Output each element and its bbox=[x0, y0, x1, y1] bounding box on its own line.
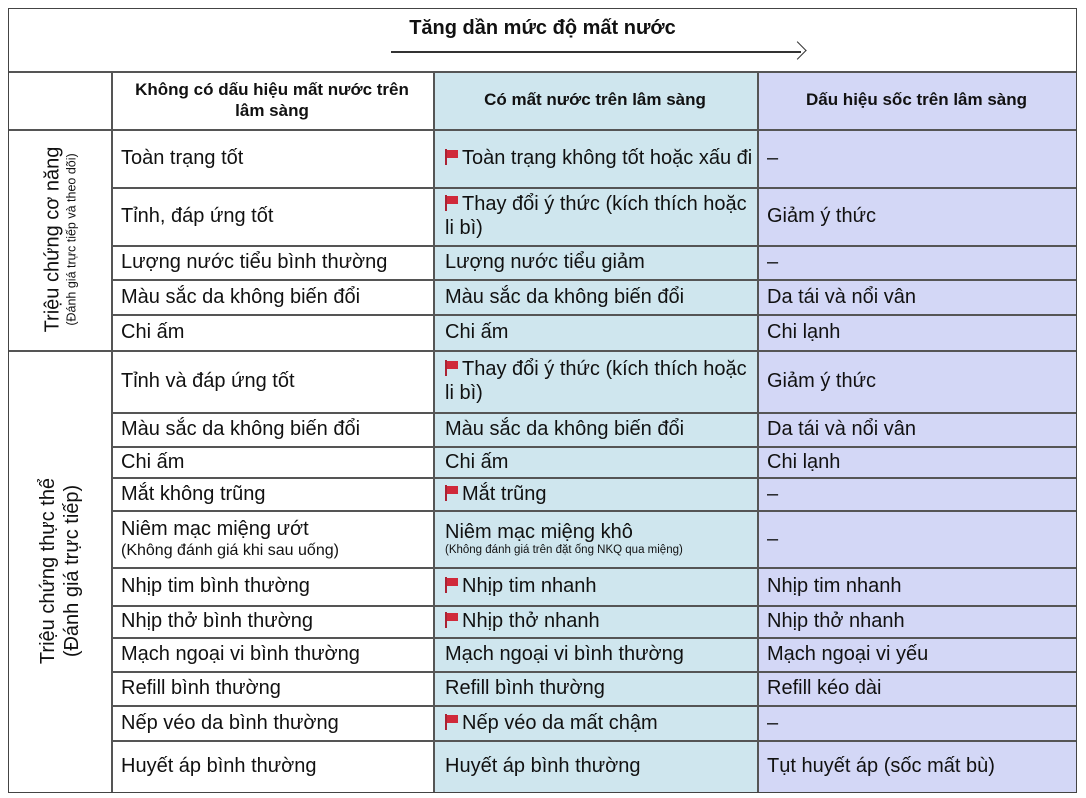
cell-clinical-dehydration bbox=[433, 350, 757, 412]
header-col1: Không có dấu hiệu mất nước trên lâm sàng bbox=[135, 79, 409, 120]
cell-no-dehydration bbox=[111, 446, 433, 477]
cell-clinical-dehydration bbox=[433, 187, 757, 245]
group-title: Triệu chứng cơ năng bbox=[41, 146, 64, 333]
cell-no-dehydration bbox=[111, 671, 433, 705]
cell-text: Chi ấm bbox=[445, 321, 509, 343]
cell-text: Tỉnh và đáp ứng tốt bbox=[121, 370, 295, 392]
cell-clinical-dehydration bbox=[433, 637, 757, 671]
cell-clinical-dehydration bbox=[433, 412, 757, 446]
cell-text: Nhịp thở nhanh bbox=[445, 609, 757, 633]
cell-text: Lượng nước tiểu giảm bbox=[445, 251, 645, 273]
cell-no-dehydration bbox=[111, 187, 433, 245]
cell-clinical-shock: – bbox=[767, 482, 779, 505]
cell-text: Tỉnh, đáp ứng tốt bbox=[121, 205, 274, 227]
cell-no-dehydration bbox=[111, 314, 433, 350]
cell-text: Toàn trạng tốt bbox=[121, 147, 244, 169]
cell-text: Niêm mạc miệng ướt bbox=[121, 517, 309, 540]
cell-text: Mạch ngoại vi bình thường bbox=[121, 643, 360, 665]
cell-clinical-dehydration bbox=[433, 605, 757, 637]
cell-no-dehydration bbox=[111, 477, 433, 510]
cell-no-dehydration bbox=[111, 705, 433, 740]
cell-text: Màu sắc da không biến đổi bbox=[121, 418, 361, 440]
group-title: Triệu chứng thực thể bbox=[37, 477, 59, 665]
cell-clinical-shock: Tụt huyết áp (sốc mất bù) bbox=[767, 755, 995, 777]
cell-clinical-shock: Da tái và nổi vân bbox=[767, 418, 916, 440]
cell-no-dehydration bbox=[111, 567, 433, 605]
cell-no-dehydration bbox=[111, 605, 433, 637]
cell-clinical-shock: Nhịp thở nhanh bbox=[767, 610, 905, 632]
red-flag-icon bbox=[445, 577, 458, 593]
cell-clinical-dehydration bbox=[433, 671, 757, 705]
cell-text: Refill bình thường bbox=[445, 677, 605, 699]
cell-no-dehydration bbox=[111, 510, 433, 567]
cell-note: (Không đánh giá khi sau uống) bbox=[121, 541, 339, 559]
cell-text: Thay đổi ý thức (kích thích hoặc li bì) bbox=[445, 193, 747, 239]
table-title: Tăng dần mức độ mất nước bbox=[409, 17, 676, 39]
cell-text: Nhịp tim bình thường bbox=[121, 575, 310, 597]
cell-text: Chi ấm bbox=[121, 450, 185, 473]
cell-clinical-dehydration bbox=[433, 567, 757, 605]
red-flag-icon bbox=[445, 360, 458, 376]
cell-clinical-dehydration bbox=[433, 446, 757, 477]
group-subtitle: (Đánh giá trực tiếp) bbox=[61, 484, 83, 658]
cell-clinical-shock: Giảm ý thức bbox=[767, 205, 876, 227]
red-flag-icon bbox=[445, 714, 458, 730]
arrow-right-icon bbox=[391, 51, 801, 53]
cell-clinical-shock: – bbox=[767, 711, 779, 734]
cell-text: Huyết áp bình thường bbox=[445, 755, 641, 777]
cell-clinical-shock: Chi lạnh bbox=[767, 450, 841, 473]
cell-no-dehydration bbox=[111, 637, 433, 671]
cell-clinical-dehydration bbox=[433, 740, 757, 792]
cell-note: (Không đánh giá trên đặt ống NKQ qua miệng) bbox=[445, 543, 683, 556]
divider bbox=[9, 350, 1076, 352]
cell-text: Niêm mạc miệng khô bbox=[445, 520, 633, 543]
cell-text: Nhịp thở bình thường bbox=[121, 610, 313, 632]
red-flag-icon bbox=[445, 485, 458, 501]
divider bbox=[111, 71, 113, 792]
arrowhead-icon bbox=[788, 41, 806, 59]
cell-text: Huyết áp bình thường bbox=[121, 755, 317, 777]
cell-text: Nhịp tim nhanh bbox=[445, 574, 757, 598]
cell-text: Mắt trũng bbox=[445, 482, 757, 506]
divider bbox=[433, 71, 435, 792]
cell-no-dehydration bbox=[111, 740, 433, 792]
cell-text: Chi ấm bbox=[121, 321, 185, 343]
cell-no-dehydration bbox=[111, 245, 433, 279]
cell-clinical-shock: – bbox=[767, 527, 779, 550]
divider bbox=[9, 71, 1076, 73]
cell-text: Màu sắc da không biến đổi bbox=[445, 285, 685, 308]
cell-text: Màu sắc da không biến đổi bbox=[445, 418, 685, 440]
cell-clinical-dehydration bbox=[433, 129, 757, 187]
red-flag-icon bbox=[445, 149, 458, 165]
cell-clinical-shock: Nhịp tim nhanh bbox=[767, 575, 902, 597]
dehydration-table bbox=[8, 8, 1077, 793]
cell-clinical-shock: Giảm ý thức bbox=[767, 370, 876, 392]
cell-no-dehydration bbox=[111, 412, 433, 446]
cell-text: Lượng nước tiểu bình thường bbox=[121, 251, 388, 273]
cell-clinical-dehydration bbox=[433, 314, 757, 350]
cell-clinical-shock: – bbox=[767, 147, 779, 169]
group-symptoms-physical bbox=[9, 350, 111, 792]
divider bbox=[9, 129, 1076, 131]
header-col2: Có mất nước trên lâm sàng bbox=[484, 90, 706, 110]
cell-no-dehydration bbox=[111, 129, 433, 187]
cell-clinical-dehydration bbox=[433, 279, 757, 314]
cell-clinical-dehydration bbox=[433, 510, 757, 567]
cell-no-dehydration bbox=[111, 350, 433, 412]
divider bbox=[757, 71, 759, 792]
group-symptoms-functional bbox=[9, 129, 111, 350]
cell-clinical-dehydration bbox=[433, 245, 757, 279]
cell-text: Mắt không trũng bbox=[121, 482, 266, 505]
cell-text: Toàn trạng không tốt hoặc xấu đi bbox=[445, 146, 757, 170]
red-flag-icon bbox=[445, 195, 458, 211]
cell-clinical-shock: – bbox=[767, 251, 779, 273]
cell-clinical-shock: Mạch ngoại vi yếu bbox=[767, 643, 929, 665]
cell-clinical-shock: Chi lạnh bbox=[767, 321, 841, 343]
cell-clinical-dehydration bbox=[433, 477, 757, 510]
cell-text: Màu sắc da không biến đổi bbox=[121, 285, 361, 308]
group-subtitle: (Đánh giá trực tiếp và theo dõi) bbox=[64, 153, 79, 326]
cell-text: Refill bình thường bbox=[121, 677, 281, 699]
red-flag-icon bbox=[445, 612, 458, 628]
cell-text: Thay đổi ý thức (kích thích hoặc li bì) bbox=[445, 358, 747, 404]
cell-clinical-dehydration bbox=[433, 705, 757, 740]
cell-clinical-shock: Refill kéo dài bbox=[767, 677, 882, 699]
cell-clinical-shock: Da tái và nổi vân bbox=[767, 285, 916, 308]
header-col3: Dấu hiệu sốc trên lâm sàng bbox=[805, 90, 1028, 110]
cell-text: Chi ấm bbox=[445, 450, 509, 473]
cell-no-dehydration bbox=[111, 279, 433, 314]
cell-text: Nếp véo da bình thường bbox=[121, 711, 339, 734]
cell-text: Mạch ngoại vi bình thường bbox=[445, 643, 684, 665]
cell-text: Nếp véo da mất chậm bbox=[445, 711, 757, 735]
